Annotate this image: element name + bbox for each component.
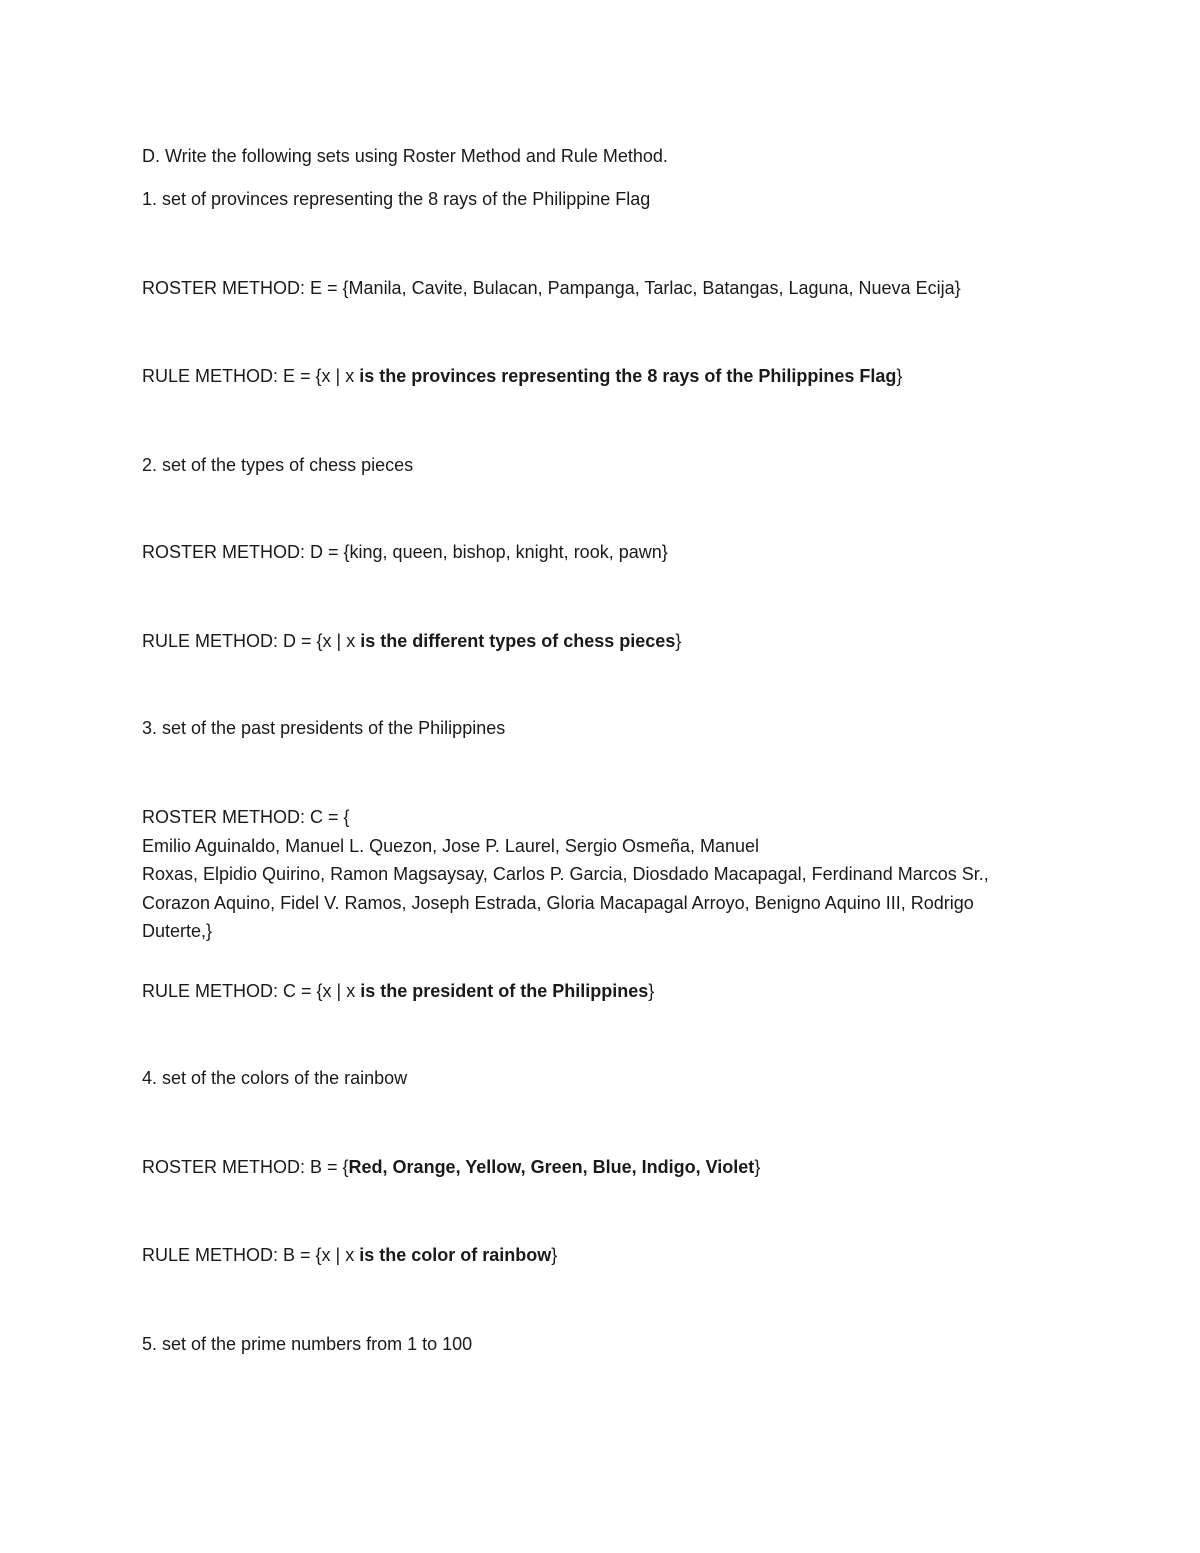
roster-2-label: ROSTER METHOD: D = {	[142, 542, 350, 562]
roster-2-close: }	[661, 542, 668, 562]
roster-4-label: ROSTER METHOD: B = {	[142, 1157, 349, 1177]
rule-2-value: is the different types of chess pieces	[360, 631, 676, 651]
rule-3	[142, 977, 1042, 1005]
rule-1-close: }	[896, 366, 903, 386]
roster-3-line-1	[142, 803, 1042, 860]
rule-1	[142, 362, 1042, 390]
roster-1-label: ROSTER METHOD: E = {	[142, 278, 349, 298]
question-3: 3. set of the past presidents of the Philippines	[142, 718, 506, 738]
roster-3-line-2: Roxas, Elpidio Quirino, Ramon Magsaysay, Carlos P. Garcia, Diosdado Macapagal, Ferdinand Marcos Sr.,	[142, 864, 989, 884]
rule-1-value: is the provinces representing the 8 rays of the Philippines Flag	[359, 366, 897, 386]
rule-3-close: }	[648, 981, 655, 1001]
roster-4-close: }	[754, 1157, 761, 1177]
roster-2-value: king, queen, bishop, knight, rook, pawn	[349, 542, 662, 562]
document-heading: D. Write the following sets using Roster Method and Rule Method.	[142, 146, 668, 166]
rule-1-label: RULE METHOD: E = {x | x	[142, 366, 360, 386]
roster-4	[142, 1153, 1042, 1181]
rule-4-close: }	[551, 1245, 558, 1265]
roster-1	[142, 274, 1042, 302]
roster-3-value-1: Emilio Aguinaldo, Manuel L. Quezon, Jose P. Laurel, Sergio Osmeña, Manuel	[142, 835, 760, 856]
rule-2-close: }	[675, 631, 682, 651]
roster-4-value: Red, Orange, Yellow, Green, Blue, Indigo, Violet	[348, 1157, 755, 1177]
roster-3	[142, 803, 1042, 946]
rule-4-value: is the color of rainbow	[359, 1245, 552, 1265]
question-2: 2. set of the types of chess pieces	[142, 455, 414, 475]
roster-1-close: }	[954, 278, 961, 298]
roster-3-label: ROSTER METHOD: C = {	[142, 807, 350, 827]
question-1: 1. set of provinces representing the 8 rays of the Philippine Flag	[142, 189, 651, 209]
roster-3-line-3: Corazon Aquino, Fidel V. Ramos, Joseph Estrada, Gloria Macapagal Arroyo, Benigno Aquino III, Rodrigo	[142, 892, 974, 913]
question-5: 5. set of the prime numbers from 1 to 100	[142, 1334, 473, 1354]
roster-1-value: Manila, Cavite, Bulacan, Pampanga, Tarlac, Batangas, Laguna, Nueva Ecija	[348, 278, 955, 298]
rule-2-label: RULE METHOD: D = {x | x	[142, 631, 361, 651]
rule-3-label: RULE METHOD: C = {x | x	[142, 981, 361, 1001]
rule-4-label: RULE METHOD: B = {x | x	[142, 1245, 360, 1265]
question-4: 4. set of the colors of the rainbow	[142, 1068, 408, 1088]
rule-4	[142, 1241, 1042, 1269]
rule-2	[142, 627, 1042, 655]
roster-2	[142, 538, 1042, 566]
rule-3-value: is the president of the Philippines	[360, 981, 649, 1001]
roster-3-line-4: Duterte,}	[142, 921, 213, 941]
